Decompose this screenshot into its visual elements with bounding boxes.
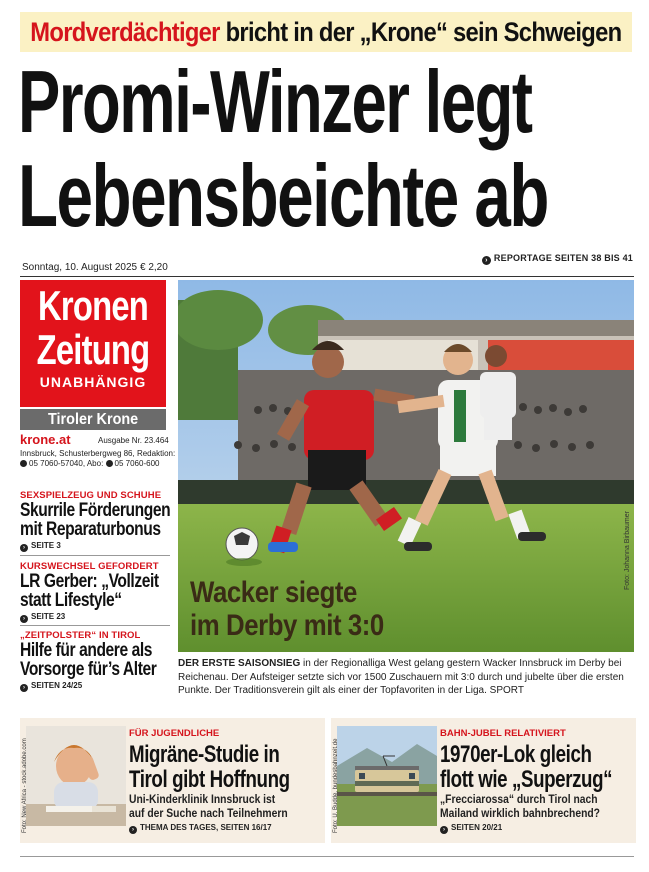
issue-number: Ausgabe Nr. 23.464 — [98, 436, 169, 445]
arrow-icon: › — [440, 826, 448, 834]
teaser-headline — [129, 742, 290, 792]
contact-phones — [20, 459, 159, 468]
headline-line-2[interactable]: Lebensbeichte ab — [18, 146, 548, 245]
story-headline-line: statt Lifestyle“ — [20, 590, 122, 611]
story-kicker: „ZEITPOLSTER“ IN TIROL — [20, 630, 141, 641]
sidebar-story-2[interactable] — [20, 561, 170, 623]
arrow-icon: › — [20, 684, 28, 692]
lead-body: in der Regionalliga West gelang gestern Wacker Innsbruck im Derby bei Reichenau. Der Aufsteiger setzte sich vor 1500 Zuschauern mit 3:0 durch und jubelte über die ersten Punkte. Der Traditionsverein gilt als einer der Topfavoriten in der Liga. — [178, 658, 624, 696]
phone-icon — [106, 460, 113, 467]
teaser-photo-child — [26, 726, 126, 826]
page-reference: SEITEN 24/25 — [31, 681, 83, 690]
lead-intro: DER ERSTE SAISONSIEG — [178, 658, 301, 669]
arrow-icon: › — [20, 615, 28, 623]
phone-icon — [20, 460, 27, 467]
top-banner[interactable] — [20, 12, 632, 52]
teaser-photo-credit: Foto: U. Budde, bundesbahnzeit.de — [333, 738, 339, 833]
banner-dark-text: bricht in der „Krone“ sein Schweigen — [225, 16, 622, 47]
subscription-phone: 05 7060-600 — [114, 459, 160, 468]
story-headline-line: LR Gerber: „Vollzeit — [20, 571, 159, 592]
story-headline-line: mit Reparaturbonus — [20, 519, 161, 540]
teaser-headline-line: 1970er-Lok gleich — [440, 741, 592, 768]
teaser-box-locomotive[interactable] — [331, 718, 636, 843]
sidebar-story-3[interactable] — [20, 630, 170, 692]
story-headline-line: Skurrile Förderungen — [20, 500, 171, 521]
caption-line: Wacker siegte — [190, 576, 357, 609]
teaser-photo-credit: Foto: New Africa - stock.adobe.com — [22, 738, 28, 833]
divider — [20, 555, 170, 556]
lead-story-text[interactable] — [178, 657, 636, 698]
caption-line: im Derby mit 3:0 — [190, 609, 384, 642]
banner-red-text: Mordverdächtiger — [30, 16, 220, 47]
logo-word-kronen: Kronen — [38, 282, 148, 329]
teaser-sub-line: Mailand wirklich bahnbrechend? — [440, 806, 600, 820]
headline-line-1[interactable]: Promi-Winzer legt — [18, 52, 532, 151]
arrow-icon: › — [482, 256, 491, 265]
section-label: SPORT — [486, 685, 524, 696]
teaser-kicker: FÜR JUGENDLICHE — [129, 728, 220, 739]
story-kicker: KURSWECHSEL GEFORDERT — [20, 561, 159, 572]
teaser-sub-line: „Frecciarossa“ durch Tirol nach — [440, 792, 598, 806]
issue-price: € 2,20 — [140, 262, 168, 273]
website-link[interactable]: krone.at — [20, 432, 71, 447]
teaser-page-reference: THEMA DES TAGES, SEITEN 16/17 — [140, 823, 272, 832]
editorial-address: Innsbruck, Schusterbergweg 86, Redaktion: — [20, 449, 176, 458]
teaser-subheadline — [440, 792, 600, 820]
edition-label: Tiroler Krone — [20, 409, 166, 430]
issue-date: Sonntag, 10. August 2025 — [22, 262, 138, 273]
photo-caption — [190, 576, 384, 642]
teaser-sub-line: Uni-Kinderklinik Innsbruck ist — [129, 792, 276, 806]
divider — [20, 856, 634, 857]
sidebar-story-1[interactable] — [20, 490, 170, 552]
child-illustration — [26, 726, 126, 826]
story-kicker: SEXSPIELZEUG UND SCHUHE — [20, 490, 162, 501]
teaser-headline — [440, 742, 612, 792]
page-reference: SEITE 23 — [31, 612, 66, 621]
teaser-page-reference: SEITEN 20/21 — [451, 823, 503, 832]
photo-credit: Foto: Johanna Birbaumer — [624, 511, 631, 590]
teaser-box-migraine[interactable] — [20, 718, 325, 843]
teaser-sub-line: auf der Suche nach Teilnehmern — [129, 806, 288, 820]
logo-tagline: UNABHÄNGIG — [39, 374, 147, 390]
teaser-headline-line: flott wie „Superzug“ — [440, 766, 613, 793]
train-illustration — [337, 726, 437, 826]
teaser-kicker: BAHN-JUBEL RELATIVIERT — [440, 728, 566, 739]
arrow-icon: › — [129, 826, 137, 834]
teaser-headline-line: Tirol gibt Hoffnung — [129, 766, 290, 793]
teaser-subheadline — [129, 792, 288, 820]
reportage-reference[interactable] — [482, 253, 633, 265]
arrow-icon: › — [20, 544, 28, 552]
divider — [20, 625, 170, 626]
reportage-label: REPORTAGE SEITEN 38 BIS 41 — [493, 253, 633, 263]
story-headline-line: Hilfe für andere als — [20, 640, 153, 661]
story-headline-line: Vorsorge für’s Alter — [20, 659, 157, 680]
teaser-photo-train — [337, 726, 437, 826]
page-reference: SEITE 3 — [31, 541, 61, 550]
teaser-headline-line: Migräne-Studie in — [129, 741, 280, 768]
logo-word-zeitung: Zeitung — [36, 326, 150, 373]
divider — [20, 276, 634, 277]
editorial-phone: 05 7060-57040, Abo: — [29, 459, 104, 468]
kronen-zeitung-logo[interactable] — [20, 280, 166, 407]
